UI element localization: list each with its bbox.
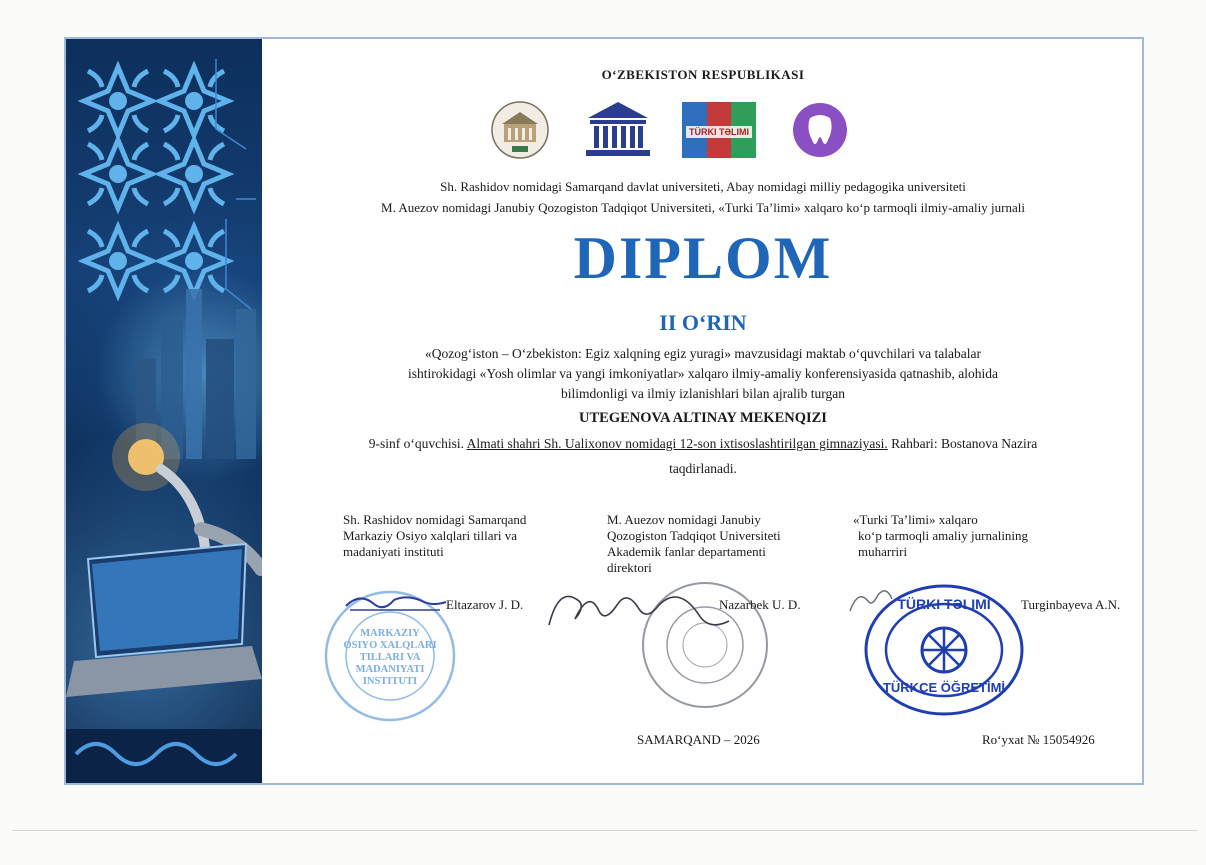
- conference-logo: [792, 102, 848, 158]
- stamp-text-line: MADANIYATI: [355, 664, 425, 675]
- description-line-2: ishtirokidagi «Yosh olimlar va yangi imkoniyatlar» xalqaro ilmiy-amaliy konferensiyasida qatnashib, alohida: [408, 366, 998, 381]
- pillars-building-icon: [582, 100, 654, 160]
- stamp-text-line: MARKAZIY: [360, 628, 420, 639]
- signatory-1-org-line: Markaziy Osiyo xalqlari tillari va: [343, 528, 518, 543]
- signatory-1-name: Eltazarov J. D.: [446, 597, 524, 612]
- signatory-block-1: [343, 512, 526, 560]
- award-description: [262, 344, 1144, 404]
- signature-1: [344, 592, 448, 616]
- signatory-block-2: [607, 512, 781, 576]
- signatory-2-org-line: direktori: [607, 560, 652, 575]
- signatory-3-org-line: muharriri: [858, 544, 908, 559]
- tooth-icon: [792, 102, 848, 158]
- recipient-advisor: Rahbari: Bostanova Nazira: [891, 436, 1038, 451]
- signatory-2-org-line: Akademik fanlar departamenti: [607, 544, 766, 559]
- university-building-icon: [490, 100, 550, 160]
- place-heading: II O‘RIN: [659, 310, 747, 335]
- signatory-3-org-line: «Turki Ta’limi» xalqaro: [853, 512, 978, 527]
- journal-stamp-top-text: TÜRKI TƏLIMI: [897, 596, 991, 612]
- signatory-2-org-line: M. Auezov nomidagi Janubiy: [607, 512, 761, 527]
- registration-number: Ro‘yxat № 15054926: [982, 732, 1095, 747]
- awarded-text: taqdirlanadi.: [669, 461, 737, 476]
- decorative-side-panel: [66, 39, 262, 783]
- signatory-2-org-line: Qozogiston Tadqiqot Universiteti: [607, 528, 781, 543]
- signatory-1-org-line: madaniyati instituti: [343, 544, 444, 559]
- signatory-1-org-line: Sh. Rashidov nomidagi Samarqand: [343, 512, 527, 527]
- side-panel-art: [66, 39, 262, 783]
- recipient-name: UTEGENOVA ALTINAY MEKENQIZI: [579, 410, 827, 426]
- universities-line-1: Sh. Rashidov nomidagi Samarqand davlat universiteti, Abay nomidagi milliy pedagogika universiteti: [440, 179, 966, 194]
- stamp-text-line: OSIYO XALQLARI: [343, 640, 437, 651]
- description-line-3: bilimdonligi va ilmiy izlanishlari bilan ajralib turgan: [561, 386, 845, 401]
- recipient-school: Almati shahri Sh. Ualixonov nomidagi 12-son ixtisoslashtirilgan gimnaziyasi.: [466, 436, 888, 451]
- signatory-3-name: Turginbayeva A.N.: [1021, 597, 1121, 612]
- journal-stamp-bottom-text: TÜRKÇE ÖĞRETİMİ: [882, 680, 1006, 695]
- diploma-title: DIPLOM: [573, 225, 833, 291]
- country-heading: O‘ZBEKISTON RESPUBLIKASI: [601, 67, 805, 82]
- signature-3: [846, 585, 906, 615]
- journal-logo-title: TÜRKI TƏLIMI: [688, 127, 750, 137]
- city-year: SAMARQAND – 2026: [637, 732, 760, 747]
- turki-talimi-journal-logo: [682, 100, 756, 160]
- institute-stamp-text: [322, 628, 458, 688]
- page-divider: [12, 830, 1198, 831]
- recipient-details: [262, 431, 1144, 481]
- description-line-1: «Qozog‘iston – O‘zbekiston: Egiz xalqning egiz yuragi» mavzusidagi maktab o‘quvchilari va talabalar: [425, 346, 981, 361]
- recipient-grade: 9-sinf o‘quvchisi.: [368, 436, 464, 451]
- stamp-text-line: TILLARI VA: [359, 652, 421, 663]
- stamp-text-line: INSTITUTI: [362, 676, 418, 687]
- university-logo-2: [582, 100, 654, 160]
- signature-2: [545, 585, 745, 645]
- signatory-block-3: [853, 512, 1028, 560]
- signatory-3-org-line: ko‘p tarmoqli amaliy jurnalining: [858, 528, 1029, 543]
- signatory-2-name: Nazarbek U. D.: [719, 597, 801, 612]
- university-logo-1: [490, 100, 550, 160]
- universities-line-2: M. Auezov nomidagi Janubiy Qozogiston Tadqiqot Universiteti, «Turki Ta’limi» xalqaro ko‘p tarmoqli ilmiy-amaliy jurnali: [381, 200, 1025, 215]
